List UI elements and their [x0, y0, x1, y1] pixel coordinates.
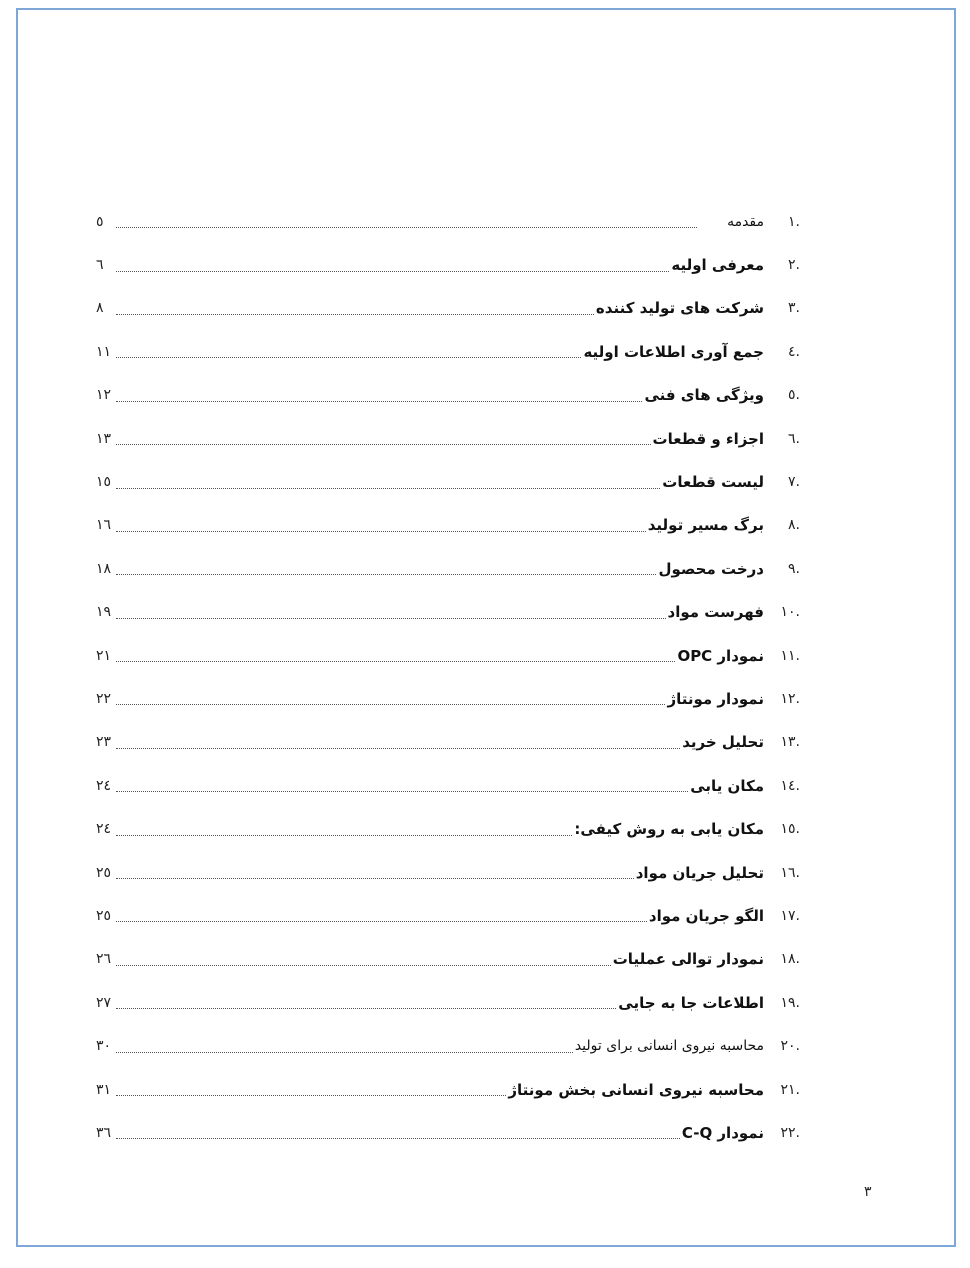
toc-dot-leader: [116, 488, 660, 489]
toc-entry-page: ٢٢: [96, 690, 112, 707]
toc-entry-number: .٣: [788, 300, 800, 317]
toc-entry[interactable]: [96, 938, 800, 981]
toc-entry-title: محاسبه نیروی انسانی بخش مونتاژ: [508, 1080, 764, 1099]
toc-entry-title: اطلاعات جا به جایی: [618, 993, 764, 1012]
toc-entry-title: فهرست مواد: [667, 603, 764, 622]
toc-entry-number: .١: [788, 213, 800, 230]
toc-entry-page: ٢١: [96, 647, 112, 664]
toc-entry[interactable]: [96, 330, 800, 373]
toc-entry-number: .٨: [788, 517, 800, 534]
toc-entry-number: .٢: [788, 257, 800, 274]
toc-entry-page: ١٢: [96, 387, 112, 404]
toc-entry[interactable]: [96, 243, 800, 286]
toc-entry[interactable]: [96, 200, 800, 243]
toc-entry-number: .٢١: [780, 1081, 800, 1098]
toc-entry[interactable]: [96, 981, 800, 1024]
toc-entry-page: ١٦: [96, 517, 112, 534]
toc-entry-page: ٣٦: [96, 1124, 112, 1141]
toc-entry-number: .١١: [780, 647, 800, 664]
toc-entry-title: معرفی اولیه: [671, 256, 764, 275]
toc-entry[interactable]: [96, 1024, 800, 1067]
toc-entry-number: .٦: [788, 430, 800, 447]
toc-entry-number: .١٧: [780, 907, 800, 924]
toc-entry-number: .١٤: [780, 777, 800, 794]
toc-entry-title: مکان یابی به روش کیفی:: [574, 820, 764, 839]
toc-entry[interactable]: [96, 721, 800, 764]
toc-entry-page: ٣٠: [96, 1038, 112, 1055]
toc-entry[interactable]: [96, 417, 800, 460]
toc-entry[interactable]: [96, 1111, 800, 1154]
toc-dot-leader: [116, 574, 656, 575]
toc-entry[interactable]: [96, 374, 800, 417]
toc-dot-leader: [116, 1052, 573, 1053]
toc-entry-page: ٢٧: [96, 994, 112, 1011]
toc-entry-page: ٢٥: [96, 907, 112, 924]
toc-dot-leader: [116, 1138, 680, 1139]
toc-entry-title: نمودار OPC: [677, 646, 764, 665]
toc-entry-number: .٤: [788, 343, 800, 360]
toc-dot-leader: [116, 444, 651, 445]
toc-entry[interactable]: [96, 591, 800, 634]
toc-dot-leader: [116, 357, 581, 358]
toc-dot-leader: [116, 1095, 506, 1096]
toc-dot-leader: [116, 531, 646, 532]
toc-dot-leader: [116, 791, 688, 792]
toc-entry-number: .١٣: [780, 734, 800, 751]
toc-entry-page: ١٣: [96, 430, 112, 447]
toc-dot-leader: [116, 748, 680, 749]
toc-entry-page: ١١: [96, 343, 112, 360]
toc-entry-title: مکان یابی: [690, 776, 764, 795]
toc-entry[interactable]: [96, 460, 800, 503]
toc-entry-title: برگ مسیر تولید: [647, 516, 764, 535]
toc-entry[interactable]: [96, 677, 800, 720]
toc-entry-page: ٨: [96, 300, 104, 317]
toc-entry-page: ٢٤: [96, 821, 112, 838]
toc-entry-page: ٥: [96, 213, 104, 230]
toc-entry-number: .٧: [788, 474, 800, 491]
toc-entry-page: ١٥: [96, 474, 112, 491]
toc-dot-leader: [116, 227, 697, 228]
toc-entry-number: .١٠: [780, 604, 800, 621]
toc-entry-title: نمودار مونتاژ: [667, 689, 764, 708]
toc-dot-leader: [116, 965, 611, 966]
toc-entry[interactable]: [96, 634, 800, 677]
toc-entry-number: .١٦: [780, 864, 800, 881]
toc-entry-title: لیست قطعات: [662, 473, 764, 492]
toc-entry-page: ١٩: [96, 604, 112, 621]
toc-entry-title: شرکت های تولید کننده: [595, 299, 764, 318]
toc-dot-leader: [116, 835, 572, 836]
toc-entry[interactable]: [96, 287, 800, 330]
toc-entry-number: .١٨: [780, 951, 800, 968]
toc-entry-number: .١٢: [780, 690, 800, 707]
toc-entry[interactable]: [96, 894, 800, 937]
toc-entry[interactable]: [96, 807, 800, 850]
toc-entry[interactable]: [96, 764, 800, 807]
toc-dot-leader: [116, 401, 642, 402]
toc-dot-leader: [116, 1008, 616, 1009]
toc-entry-page: ١٨: [96, 560, 112, 577]
toc-entry-number: .٥: [788, 387, 800, 404]
toc-entry-number: .٢٢: [780, 1124, 800, 1141]
toc-dot-leader: [116, 878, 634, 879]
toc-entry[interactable]: [96, 851, 800, 894]
toc-dot-leader: [116, 271, 669, 272]
page-number: ٣: [864, 1184, 872, 1200]
toc-entry-title: درخت محصول: [658, 559, 764, 578]
toc-entry-title: نمودار C-Q: [681, 1123, 764, 1142]
toc-entry-page: ٢٦: [96, 951, 112, 968]
toc-entry-title: تحلیل جریان مواد: [635, 863, 764, 882]
toc-entry-number: .٢٠: [780, 1038, 800, 1055]
toc-entry-title: جمع آوری اطلاعات اولیه: [583, 342, 764, 361]
toc-entry-page: ٢٥: [96, 864, 112, 881]
toc-dot-leader: [116, 661, 675, 662]
toc-dot-leader: [116, 921, 647, 922]
toc-entry-title: محاسبه نیروی انسانی برای تولید: [574, 1038, 764, 1055]
toc-entry-title: مقدمه: [727, 213, 764, 230]
toc-entry[interactable]: [96, 547, 800, 590]
toc-entry-title: الگو جریان مواد: [648, 906, 764, 925]
toc-entry-number: .١٥: [780, 821, 800, 838]
toc-entry-page: ٢٤: [96, 777, 112, 794]
toc-dot-leader: [116, 704, 665, 705]
toc-entry-page: ٣١: [96, 1081, 112, 1098]
toc-entry-title: تحلیل خرید: [682, 733, 764, 752]
toc-entry-number: .٩: [788, 560, 800, 577]
toc-entry-page: ٢٣: [96, 734, 112, 751]
toc-entry-title: اجزاء و قطعات: [652, 429, 764, 448]
toc-entry-number: .١٩: [780, 994, 800, 1011]
toc-entry[interactable]: [96, 1068, 800, 1111]
toc-entry-title: ویژگی های فنی: [644, 386, 764, 405]
toc-entry-title: نمودار توالی عملیات: [612, 950, 764, 969]
toc-dot-leader: [116, 618, 666, 619]
toc-entry-page: ٦: [96, 257, 104, 274]
toc-entry[interactable]: [96, 504, 800, 547]
table-of-contents: [96, 200, 800, 1155]
toc-dot-leader: [116, 314, 594, 315]
